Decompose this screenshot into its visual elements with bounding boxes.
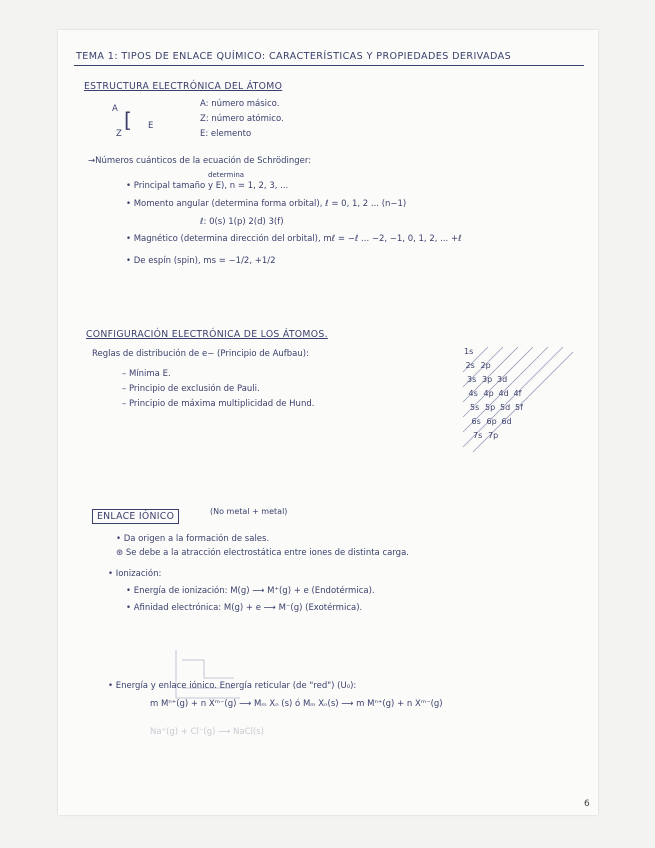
orbital-label-4f: 4f: [513, 389, 522, 398]
orbital-label-3d: 3d: [497, 375, 508, 384]
title-underline: [74, 65, 584, 66]
page-title: TEMA 1: TIPOS DE ENLACE QUÍMICO: CARACTERÍSTICAS Y PROPIEDADES DERIVADAS: [76, 51, 512, 62]
spin-number: • De espín (spin), ms = −1/2, +1/2: [126, 256, 276, 266]
page-number: 6: [584, 799, 590, 809]
notebook-page: [58, 30, 598, 815]
definition-A: A: número másico.: [200, 99, 280, 109]
definition-Z: Z: número atómico.: [200, 114, 284, 124]
orbital-label-6p: 6p: [486, 417, 497, 426]
orbital-label-6d: 6d: [501, 417, 512, 426]
lattice-equation: m Mⁿ⁺(g) + n Xᵐ⁻(g) ⟶ Mₘ Xₙ (s) ó Mₘ Xₙ(s) ⟶ m Mⁿ⁺(g) + n Xᵐ⁻(g): [150, 699, 443, 709]
orbital-label-5f: 5f: [515, 403, 523, 412]
orbital-label-4s: 4s: [468, 389, 478, 398]
orbital-label-5d: 5d: [500, 403, 511, 412]
orbital-label-5p: 5p: [485, 403, 496, 412]
definition-E: E: elemento: [200, 129, 252, 139]
orbital-label-7p: 7p: [488, 431, 499, 440]
orbital-letters: ℓ: 0(s) 1(p) 2(d) 3(f): [200, 217, 284, 227]
ionic-bond-note: (No metal + metal): [210, 507, 288, 516]
orbital-label-4d: 4d: [498, 389, 509, 398]
bullet-salts: • Da origen a la formación de sales.: [116, 534, 270, 544]
quantum-numbers-heading: →Números cuánticos de la ecuación de Schrödinger:: [88, 156, 312, 166]
rule-minimum-energy: – Mínima E.: [122, 369, 171, 379]
nacl-equation: Na⁺(g) + Cl⁻(g) ⟶ NaCl(s): [150, 727, 264, 737]
energy-sketch: [174, 648, 242, 700]
orbital-label-3p: 3p: [482, 375, 493, 384]
orbital-label-6s: 6s: [471, 417, 481, 426]
rule-pauli: – Principio de exclusión de Pauli.: [122, 384, 260, 394]
orbital-label-2s: 2s: [465, 361, 475, 370]
rule-hund: – Principio de máxima multiplicidad de Hund.: [122, 399, 315, 409]
orbital-label-5s: 5s: [470, 403, 480, 412]
symbol-A: A: [112, 104, 118, 114]
bullet-electrostatic: ⊛ Se debe a la atracción electrostática entre iones de distinta carga.: [116, 548, 409, 558]
magnetic-number: • Magnético (determina dirección del orbital), mℓ = −ℓ ... −2, −1, 0, 1, 2, ... +ℓ: [126, 234, 462, 244]
ionization-energy: • Energía de ionización: M(g) ⟶ M⁺(g) + e (Endotérmica).: [126, 586, 375, 596]
element-bracket: [: [124, 108, 132, 132]
section-heading-ionic-bond: ENLACE IÓNICO: [92, 512, 179, 521]
section-heading-atom-structure: ESTRUCTURA ELECTRÓNICA DEL ÁTOMO: [84, 81, 283, 92]
orbital-label-2p: 2p: [480, 361, 491, 370]
symbol-E: E: [148, 121, 154, 131]
section-heading-configuration: CONFIGURACIÓN ELECTRÓNICA DE LOS ÁTOMOS.: [86, 329, 328, 340]
symbol-Z: Z: [116, 129, 122, 139]
electron-affinity: • Afinidad electrónica: M(g) + e ⟶ M⁻(g) (Exotérmica).: [126, 603, 363, 613]
bullet-ionization: • Ionización:: [108, 569, 162, 579]
aufbau-rules: Reglas de distribución de e− (Principio de Aufbau):: [92, 349, 309, 359]
aufbau-diagram: [458, 342, 588, 457]
orbital-label-4p: 4p: [483, 389, 494, 398]
orbital-label-7s: 7s: [473, 431, 483, 440]
orbital-label-3s: 3s: [467, 375, 477, 384]
orbital-label-1s: 1s: [464, 347, 474, 356]
principal-number: • Principal tamaño y E), n = 1, 2, 3, ...: [126, 181, 289, 191]
angular-number: • Momento angular (determina forma orbital), ℓ = 0, 1, 2 ... (n−1): [126, 199, 407, 209]
lattice-energy: • Energía y enlace iónico. Energía reticular (de "red") (U₀):: [108, 681, 357, 691]
determina-note: determina: [208, 171, 245, 179]
